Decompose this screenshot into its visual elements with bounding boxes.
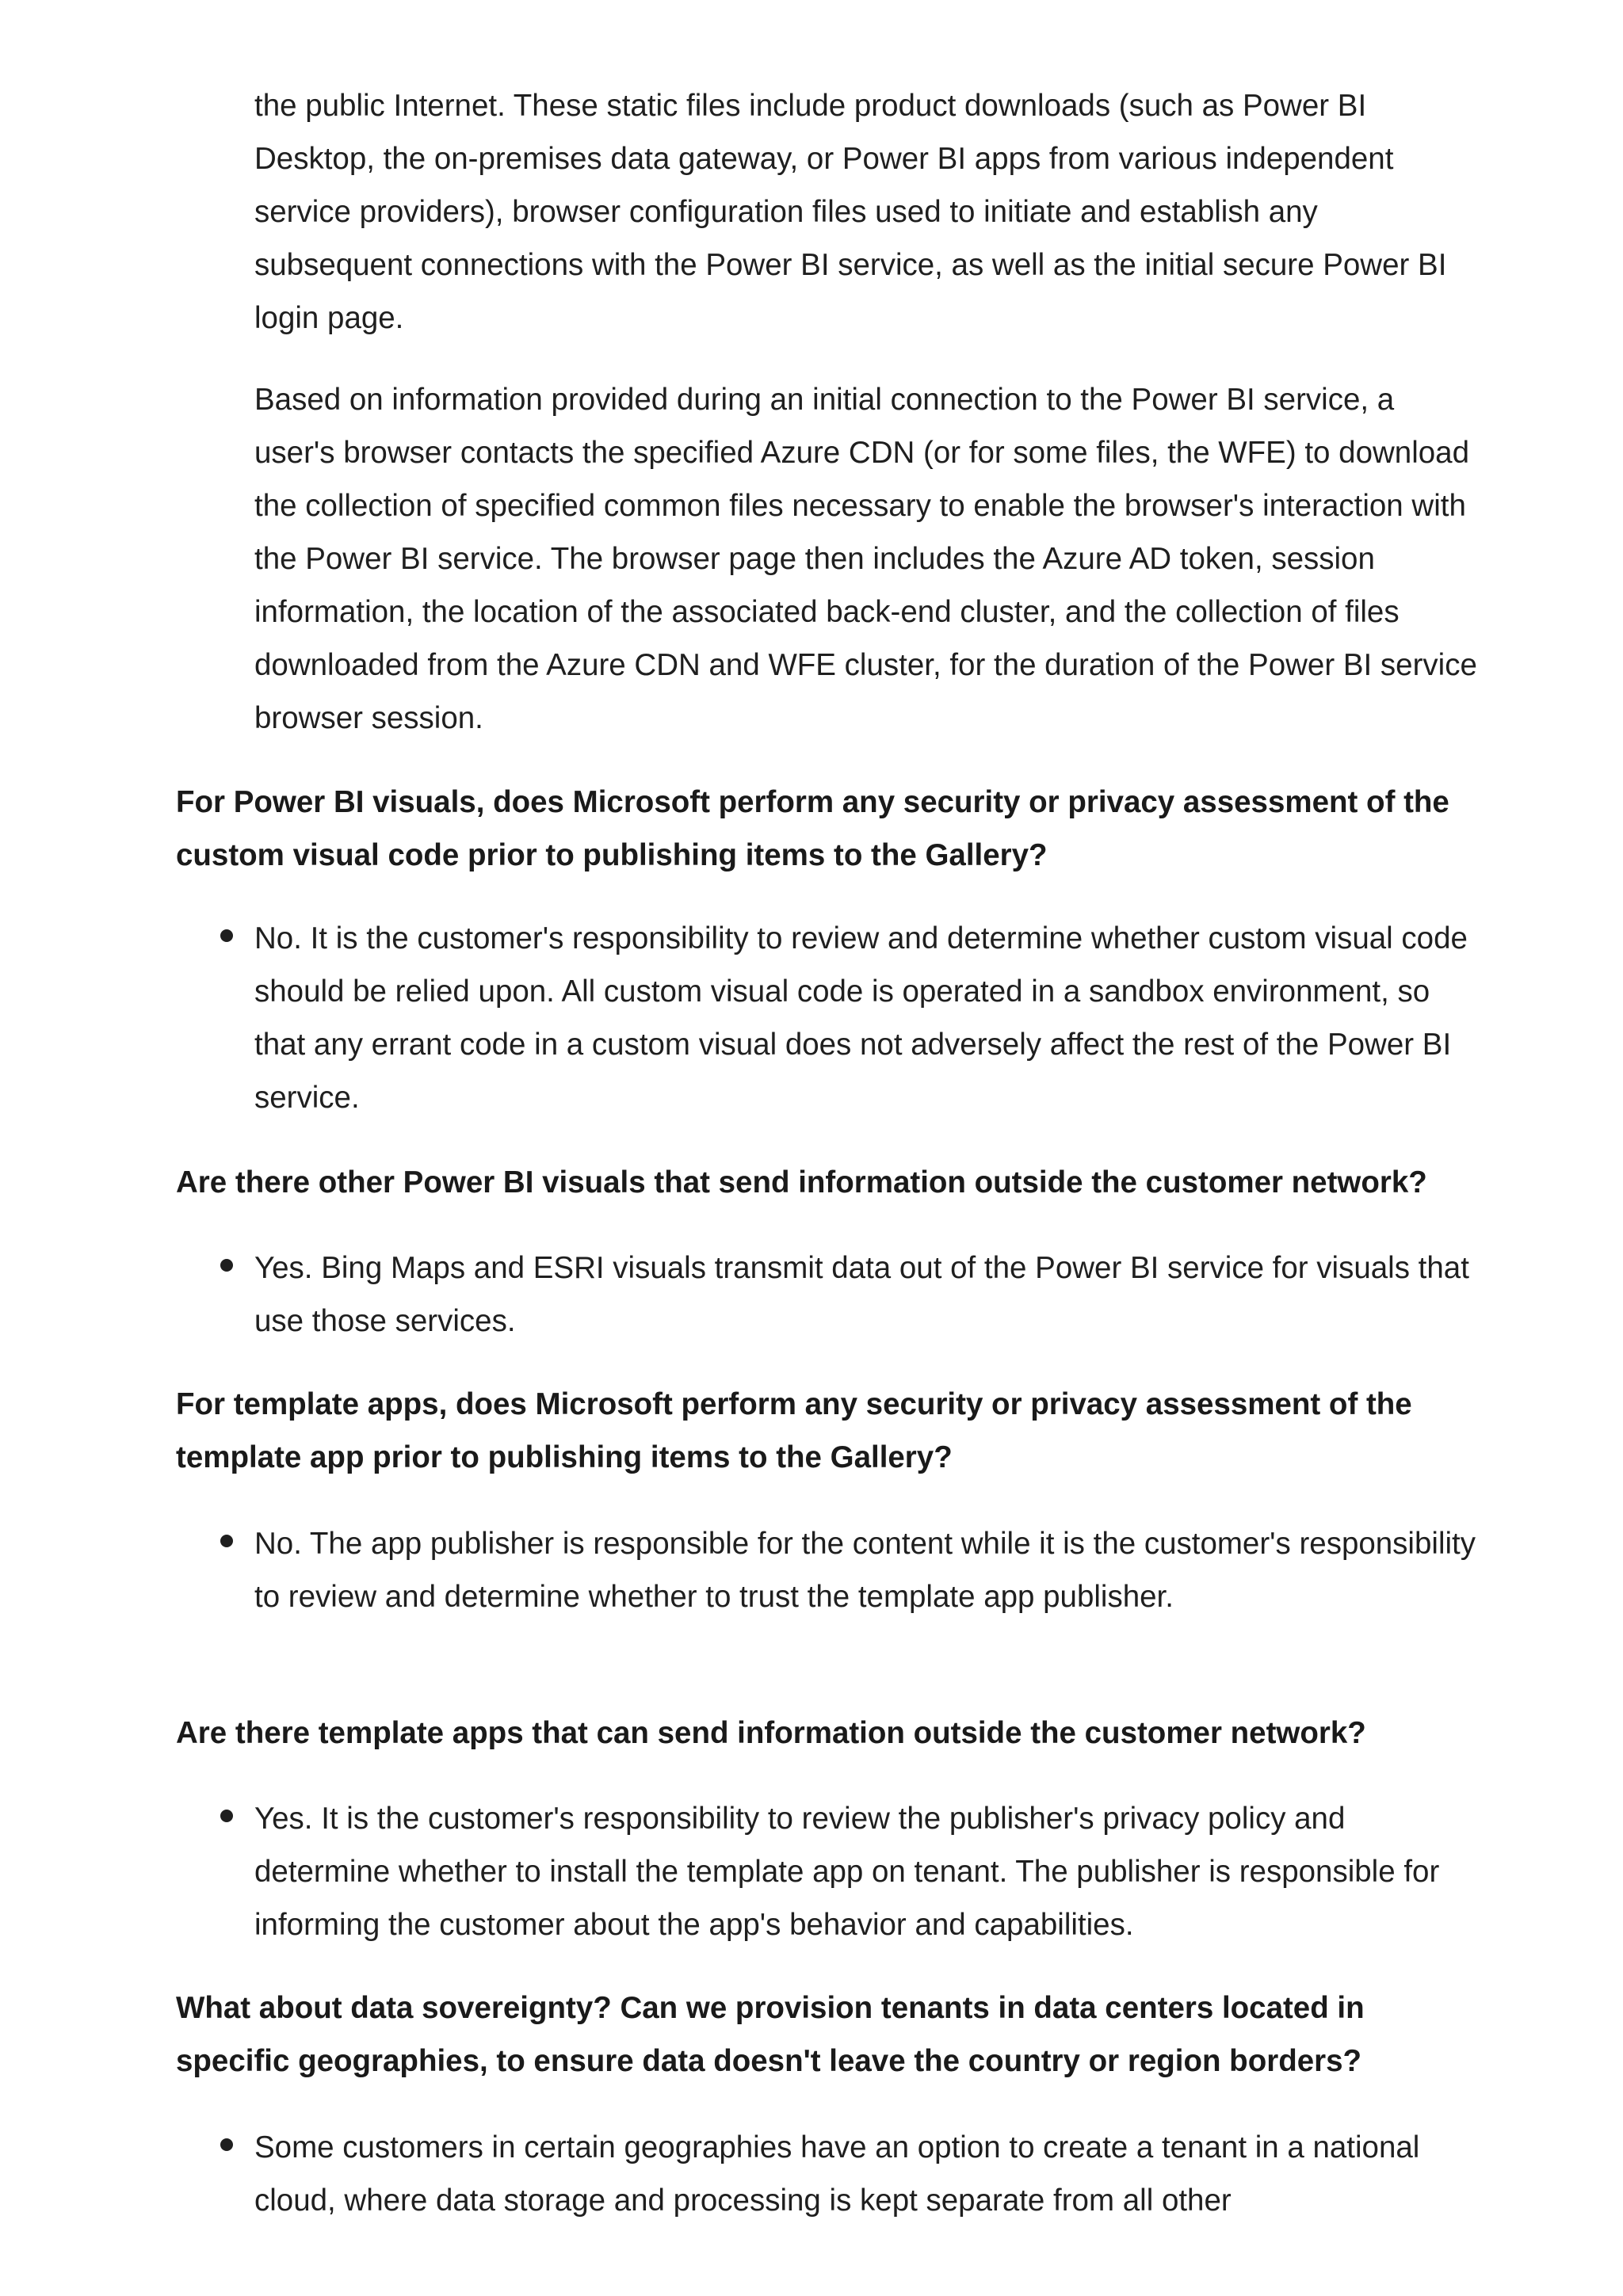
bullet-icon: [220, 2138, 233, 2151]
bullet-icon: [220, 1535, 233, 1547]
faq-answer-2-text: Yes. Bing Maps and ESRI visuals transmit data out of the Power BI service for visuals that use those services.: [254, 1251, 1469, 1338]
bullet-icon: [220, 1259, 233, 1272]
intro-paragraph-1: the public Internet. These static files include product downloads (such as Power BI Desktop, the on-premises data gateway, or Power BI apps from various independent service providers), browser configuration files used to initiate and establish any subsequent connections with the Power BI service, as well as the initial secure Power BI login page.: [254, 89, 1447, 335]
faq-answer-4-text: Yes. It is the customer's responsibility to review the publisher's privacy policy and determine whether to install the template app on tenant. The publisher is responsible for informing the customer about the app's behavior and capabilities.: [254, 1802, 1440, 1942]
faq-answer-3-text: No. The app publisher is responsible for the content while it is the customer's responsibility to review and determine whether to trust the template app publisher.: [254, 1527, 1476, 1614]
faq-question-5: What about data sovereignty? Can we provision tenants in data centers located in specific geographies, to ensure data doesn't leave the country or region borders?: [176, 1991, 1365, 2078]
faq-answer-5-text: Some customers in certain geographies have an option to create a tenant in a national cloud, where data storage and processing is kept separate from all other: [254, 2130, 1420, 2218]
bullet-icon: [220, 929, 233, 942]
faq-answer-1-text: No. It is the customer's responsibility to review and determine whether custom visual code should be relied upon. All custom visual code is operated in a sandbox environment, so that any errant code in a custom visual does not adversely affect the rest of the Power BI service.: [254, 921, 1468, 1115]
bullet-icon: [220, 1810, 233, 1822]
faq-question-4: Are there template apps that can send information outside the customer network?: [176, 1716, 1366, 1750]
faq-question-2: Are there other Power BI visuals that send information outside the customer network?: [176, 1165, 1427, 1199]
intro-paragraph-2: Based on information provided during an initial connection to the Power BI service, a user's browser contacts the specified Azure CDN (or for some files, the WFE) to download the collection of specified common files necessary to enable the browser's interaction with the Power BI service. The browser page then includes the Azure AD token, session information, the location of the associated back-end cluster, and the collection of files downloaded from the Azure CDN and WFE cluster, for the duration of the Power BI service browser session.: [254, 383, 1477, 735]
faq-question-1: For Power BI visuals, does Microsoft perform any security or privacy assessment of the custom visual code prior to publishing items to the Gallery?: [176, 785, 1449, 872]
faq-question-3: For template apps, does Microsoft perform any security or privacy assessment of the template app prior to publishing items to the Gallery?: [176, 1387, 1412, 1474]
